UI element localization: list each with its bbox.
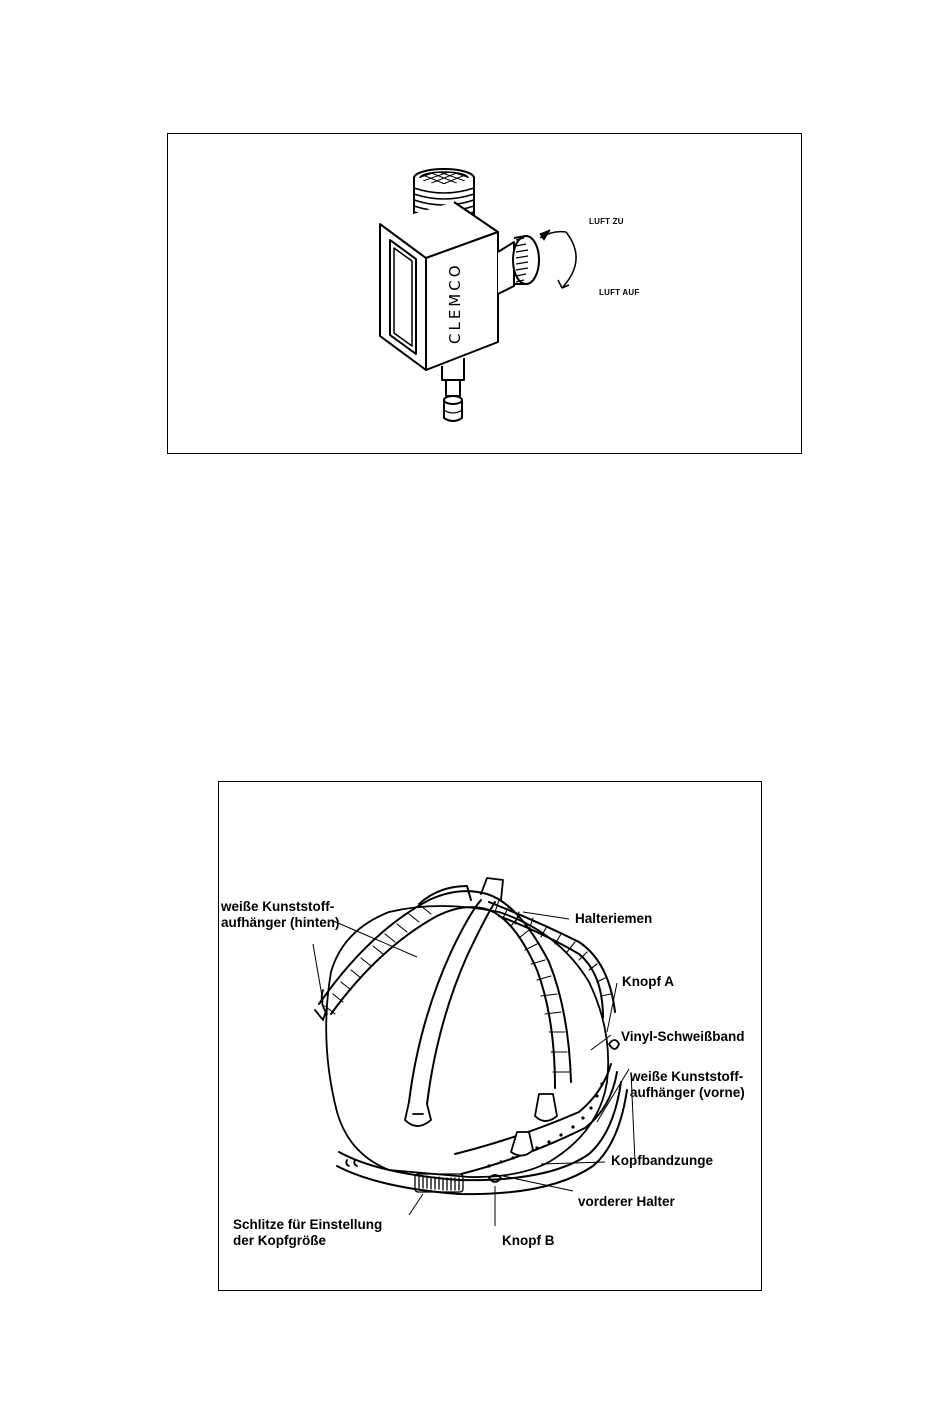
size-slots-label-line2: der Kopfgröße — [233, 1233, 326, 1248]
air-open-label: LUFT AUF — [599, 288, 640, 297]
knob-a-label: Knopf A — [622, 974, 674, 989]
air-closed-label: LUFT ZU — [589, 217, 624, 226]
brand-label: CLEMCO — [446, 262, 464, 344]
valve-figure — [167, 133, 802, 454]
size-slots-label-line1: Schlitze für Einstellung — [233, 1217, 383, 1232]
rear-suspension-label-line1: weiße Kunststoff- — [221, 899, 335, 914]
front-holder-label: vorderer Halter — [578, 1194, 675, 1209]
front-suspension-label-line1: weiße Kunststoff- — [630, 1069, 744, 1084]
headgear-figure — [218, 781, 762, 1291]
front-suspension-label-line2: aufhänger (vorne) — [630, 1085, 745, 1100]
tongue-label: Kopfbandzunge — [611, 1153, 713, 1168]
knob-b-label: Knopf B — [502, 1233, 555, 1248]
rear-suspension-label-line2: aufhänger (hinten) — [221, 915, 340, 930]
strap-label: Halteriemen — [575, 911, 653, 926]
air-valve-illustration — [168, 134, 803, 455]
sweatband-label: Vinyl-Schweißband — [621, 1029, 745, 1044]
